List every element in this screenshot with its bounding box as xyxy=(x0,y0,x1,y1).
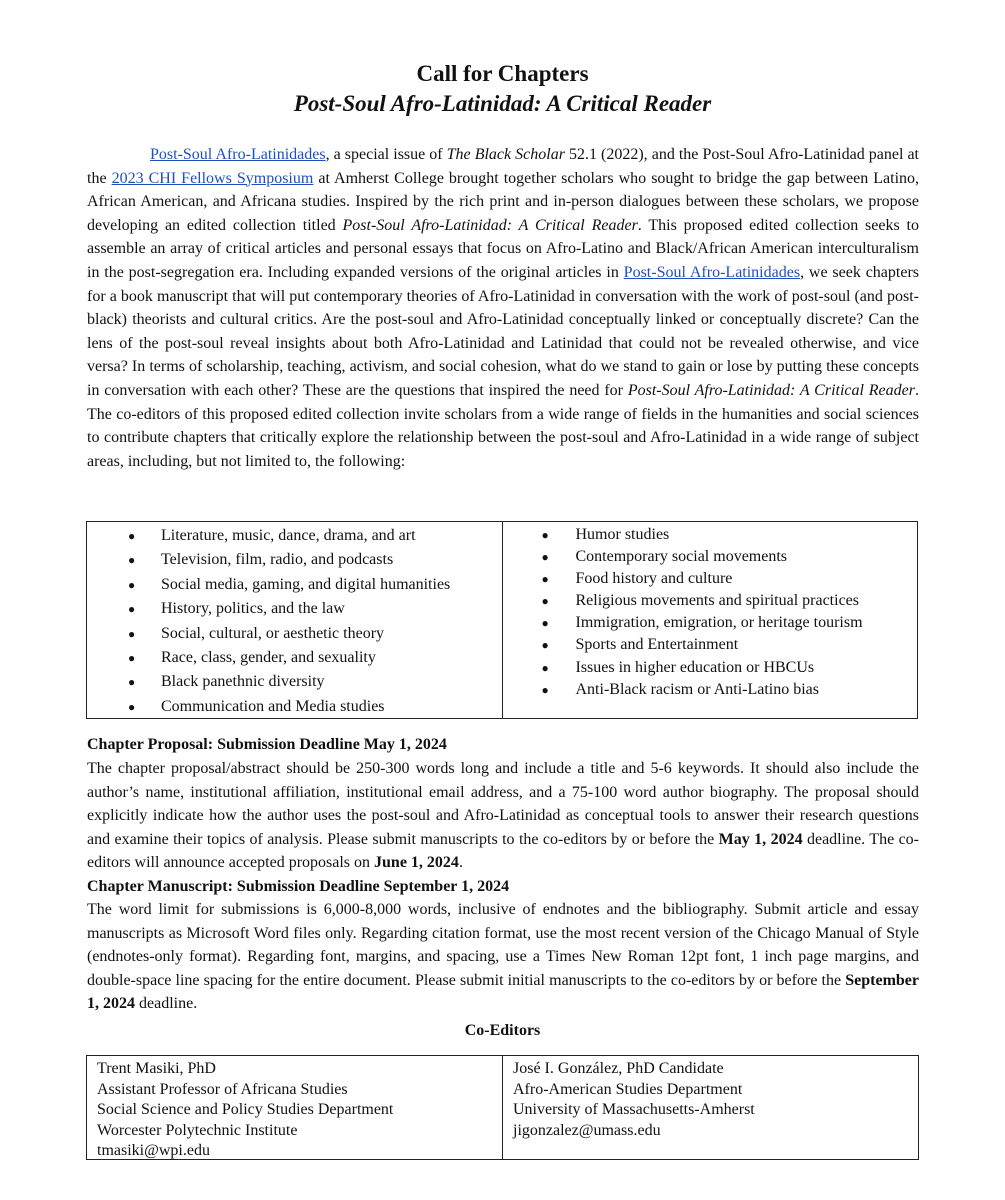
bullet-icon: ● xyxy=(128,577,136,592)
editor-email: tmasiki@wpi.edu xyxy=(97,1142,210,1159)
manuscript-paragraph: The word limit for submissions is 6,000-8,000 words, inclusive of endnotes and the bibliography. Submit article and essay manuscripts as Microsoft Word files only. Regarding citation format, use the most recent version of the Chicago Manual of Style (endnotes-only format). Regarding font, margins, and spacing, use a Times New Roman 12pt font, 1 inch page margins, and double-space line spacing for the entire document. Please submit initial manuscripts to the co-editors by or before the September 1, 2024 deadline. xyxy=(87,901,919,1013)
link-post-soul-afro-latinidades[interactable]: Post-Soul Afro-Latinidades xyxy=(150,146,326,163)
topic-item: ● Race, class, gender, and sexuality xyxy=(87,646,502,670)
intro-text: 52.1 (2022), and the Post-Soul Afro-Latinidad panel at the xyxy=(87,146,919,187)
intro-text: . This proposed edited collection seeks to assemble an array of critical articles and personal essays that focus on Afro-Latino and Black/African American interculturalism in the post-segregation era. Including expanded versions of the original articles in xyxy=(87,216,920,281)
topic-item: ● Sports and Entertainment xyxy=(503,634,918,656)
bullet-icon: ● xyxy=(128,699,136,714)
topic-item: ● Social media, gaming, and digital humanities xyxy=(87,573,502,597)
editor-card-masiki xyxy=(87,1056,502,1159)
editor-email: jigonzalez@umass.edu xyxy=(513,1121,661,1139)
manuscript-heading: Chapter Manuscript: Submission Deadline September 1, 2024 xyxy=(87,878,510,895)
bullet-icon: ● xyxy=(541,682,549,697)
intro-text: , a special issue of xyxy=(325,146,447,163)
bullet-icon: ● xyxy=(128,675,136,690)
bullet-icon: ● xyxy=(541,638,549,653)
editor-name: José I. González, PhD Candidate xyxy=(513,1060,724,1077)
page-title: Call for Chapters xyxy=(416,61,589,86)
topics-left-column xyxy=(87,522,502,718)
editor-department: Afro-American Studies Department xyxy=(513,1080,743,1098)
book-title: Post-Soul Afro-Latinidad: A Critical Reader xyxy=(627,381,915,399)
topic-item: ● History, politics, and the law xyxy=(87,597,502,621)
bullet-icon: ● xyxy=(128,602,136,617)
topic-item: ● Food history and culture xyxy=(503,568,918,590)
topics-right-column xyxy=(502,522,918,718)
journal-title: The Black Scholar xyxy=(446,146,565,163)
editor-title: Assistant Professor of Africana Studies xyxy=(97,1080,348,1098)
bullet-icon: ● xyxy=(541,572,549,587)
bullet-icon: ● xyxy=(541,528,549,542)
topic-item: ● Communication and Media studies xyxy=(87,695,502,719)
topic-item: ● Literature, music, dance, drama, and art xyxy=(87,524,502,548)
page-subtitle: Post-Soul Afro-Latinidad: A Critical Reader xyxy=(293,91,712,116)
topic-item: ● Contemporary social movements xyxy=(503,546,918,568)
topic-item: ● Social, cultural, or aesthetic theory xyxy=(87,622,502,646)
intro-text: . The co-editors of this proposed edited collection invite scholars from a wide range of fields in the humanities and social sciences to contribute chapters that critically explore the relationship between the post-soul and Afro-Latinidad in a wide range of subject areas, including, but not limited to, the following: xyxy=(87,381,919,470)
book-title: Post-Soul Afro-Latinidad: A Critical Reader xyxy=(342,216,638,234)
topic-item: ● Black panethnic diversity xyxy=(87,670,502,694)
topic-item: ● Anti-Black racism or Anti-Latino bias xyxy=(503,679,918,701)
topic-item: ● Immigration, emigration, or heritage tourism xyxy=(503,612,918,634)
bullet-icon: ● xyxy=(128,553,136,568)
intro-paragraph xyxy=(87,143,919,473)
link-chi-fellows-symposium[interactable]: 2023 CHI Fellows Symposium xyxy=(111,169,314,187)
bullet-icon: ● xyxy=(128,529,136,543)
topic-item: ● Humor studies xyxy=(503,524,918,546)
editor-card-gonzalez xyxy=(502,1056,918,1159)
title-block xyxy=(0,59,1005,119)
announcement-date: June 1, 2024 xyxy=(374,854,459,872)
topic-item: ● Television, film, radio, and podcasts xyxy=(87,548,502,572)
intro-text: , we seek chapters for a book manuscript that will put contemporary theories of Afro-Latinidad in conversation with the work of post-soul (and post-black) theorists and cultural critics. Are the post-soul and Afro-Latinidad conceptually linked or conceptually discrete? Can the lens of the post-soul reveal insights about both Afro-Latinidad and Latinidad that could not be revealed otherwise, and vice versa? In terms of scholarship, teaching, activism, and social cohesion, what do we stand to gain or lose by putting these concepts in conversation with each other? These are the questions that inspired the need for xyxy=(87,263,919,399)
editor-institution: University of Massachusetts-Amherst xyxy=(513,1101,755,1118)
topic-item: ● Religious movements and spiritual practices xyxy=(503,590,918,612)
coeditors-table xyxy=(86,1055,919,1160)
bullet-icon: ● xyxy=(541,550,549,565)
bullet-icon: ● xyxy=(541,594,549,609)
bullet-icon: ● xyxy=(128,651,136,666)
proposal-paragraph: The chapter proposal/abstract should be 250-300 words long and include a title and 5-6 keywords. It should also include the author’s name, institutional affiliation, institutional email address, and a 75-100 word author biography. The proposal should explicitly indicate how the author uses the post-soul and Afro-Latinidad as conceptual tools to answer their research questions and examine their topics of analysis. Please submit manuscripts to the co-editors by or before the May 1, 2024 deadline. The co-editors will announce accepted proposals on June 1, 2024. xyxy=(87,760,920,872)
editor-department: Social Science and Policy Studies Department xyxy=(97,1101,394,1118)
topic-item: ● Issues in higher education or HBCUs xyxy=(503,657,918,679)
editor-institution: Worcester Polytechnic Institute xyxy=(97,1121,298,1139)
topics-table xyxy=(86,521,918,719)
proposal-heading: Chapter Proposal: Submission Deadline May 1, 2024 xyxy=(87,736,447,753)
bullet-icon: ● xyxy=(541,616,549,631)
bullet-icon: ● xyxy=(541,660,549,675)
link-post-soul-afro-latinidades[interactable]: Post-Soul Afro-Latinidades xyxy=(623,263,801,281)
editor-name: Trent Masiki, PhD xyxy=(97,1060,216,1077)
intro-text: at Amherst College brought together scholars who sought to bridge the gap between Latino, African American, and Africana studies. Inspired by the rich print and in-person dialogues between these scholars, we propose developing an edited collection titled xyxy=(87,169,920,234)
deadline-date: May 1, 2024 xyxy=(718,830,803,848)
deadline-date: September 1, 2024 xyxy=(87,971,919,1013)
bullet-icon: ● xyxy=(128,626,136,641)
coeditors-heading: Co-Editors xyxy=(464,1022,541,1039)
